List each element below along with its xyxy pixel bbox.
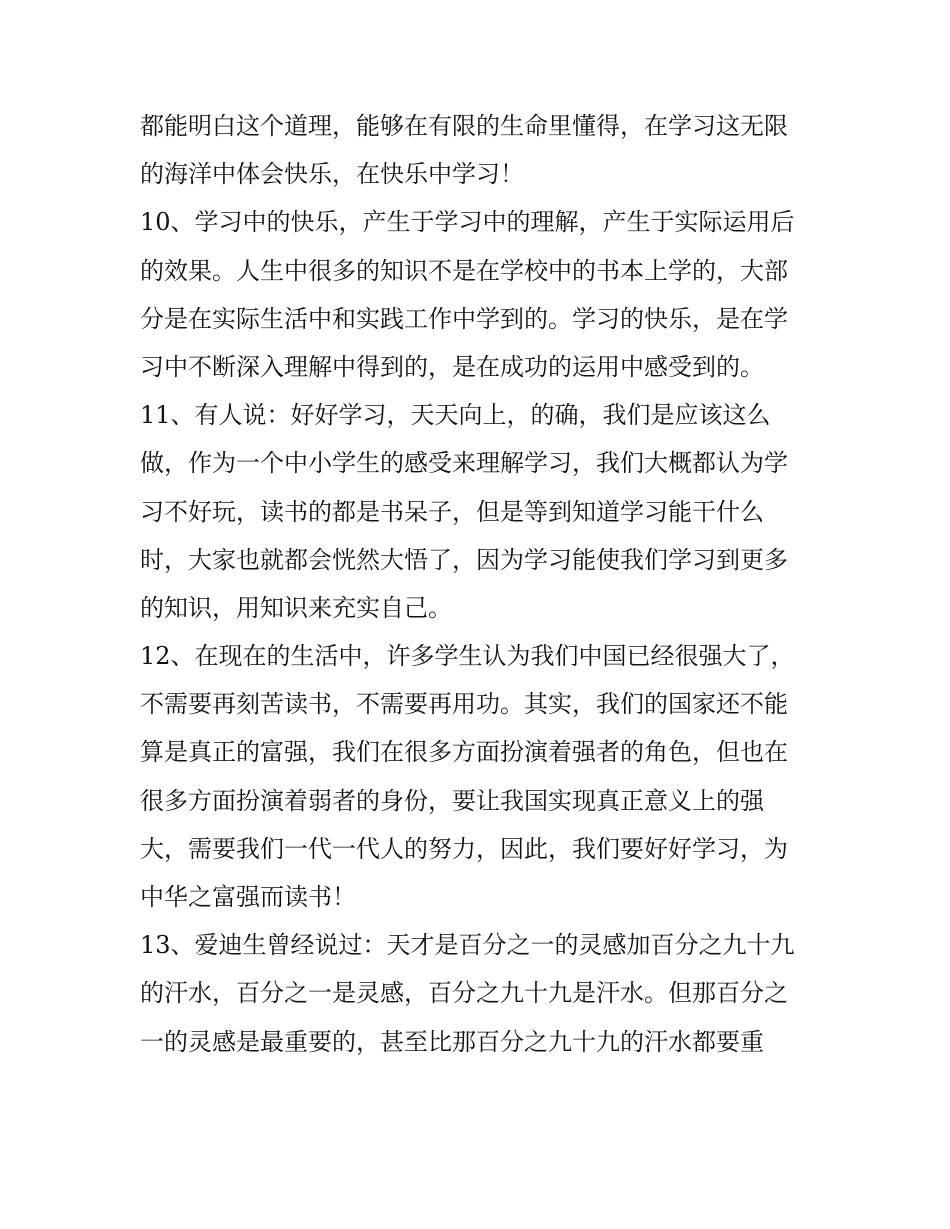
text-line: 大，需要我们一代一代人的努力，因此，我们要好好学习，为 — [140, 834, 788, 863]
text-line: 习中不断深入理解中得到的，是在成功的运用中感受到的。 — [140, 352, 764, 381]
text-line: 不需要再刻苦读书，不需要再用功。其实，我们的国家还不能 — [140, 690, 788, 719]
body-text — [140, 102, 820, 1066]
text-line: 11、有人说：好好学习，天天向上，的确，我们是应该这么 — [140, 401, 771, 430]
text-line: 很多方面扮演着弱者的身份，要让我国实现真正意义上的强 — [140, 786, 764, 815]
text-line: 中华之富强而读书！ — [140, 883, 356, 911]
text-line: 12、在现在的生活中，许多学生认为我们中国已经很强大了， — [140, 642, 795, 671]
text-line: 时，大家也就都会恍然大悟了，因为学习能使我们学习到更多 — [140, 545, 788, 574]
text-line: 的海洋中体会快乐，在快乐中学习！ — [140, 160, 524, 189]
text-line: 的效果。人生中很多的知识不是在学校中的书本上学的，大部 — [140, 256, 788, 285]
text-line: 算是真正的富强，我们在很多方面扮演着强者的角色，但也在 — [140, 738, 788, 767]
text-line: 一的灵感是最重要的，甚至比那百分之九十九的汗水都要重 — [140, 1027, 764, 1056]
text-line: 习不好玩，读书的都是书呆子，但是等到知道学习能干什么 — [140, 497, 764, 526]
text-line: 分是在实际生活中和实践工作中学到的。学习的快乐，是在学 — [140, 304, 788, 333]
text-line: 都能明白这个道理，能够在有限的生命里懂得，在学习这无限 — [140, 112, 788, 140]
text-line: 的知识，用知识来充实自己。 — [140, 593, 452, 622]
text-line: 的汗水，百分之一是灵感，百分之九十九是汗水。但那百分之 — [140, 979, 788, 1008]
text-line: 10、学习中的快乐，产生于学习中的理解，产生于实际运用后 — [140, 208, 795, 237]
text-line: 13、爱迪生曾经说过：天才是百分之一的灵感加百分之九十九 — [140, 931, 795, 960]
text-line: 做，作为一个中小学生的感受来理解学习，我们大概都认为学 — [140, 449, 788, 478]
